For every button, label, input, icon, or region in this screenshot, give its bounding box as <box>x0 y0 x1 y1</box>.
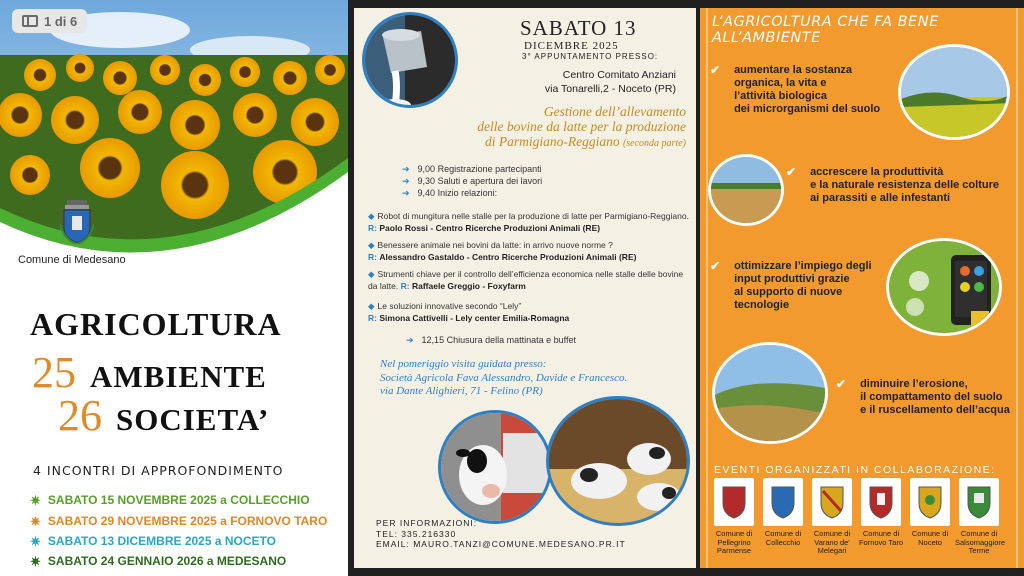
benefit-line: aumentare la sostanza <box>734 64 853 76</box>
event-text: SABATO 29 NOVEMBRE 2025 a FORNOVO TARO <box>47 514 328 528</box>
star-bullet-icon: ✷ <box>30 534 41 549</box>
benefit-line: ai parassiti e alle infestanti <box>810 192 951 204</box>
closing-text: 12,15 Chiusura della mattinata e buffet <box>421 335 576 345</box>
benefits-panel <box>700 8 1024 568</box>
talk-topic: Le soluzioni innovative secondo “Lely” <box>377 301 522 311</box>
benefit-line: diminuire l’erosione, <box>860 378 968 390</box>
diamond-bullet-icon: ◆ <box>368 301 375 311</box>
venue-block <box>504 68 676 96</box>
diamond-bullet-icon: ◆ <box>368 211 375 221</box>
topic-note: (seconda parte) <box>622 138 686 149</box>
countryside-image <box>898 44 1010 140</box>
venue-name: Centro Comitato Anziani <box>562 69 676 81</box>
arrow-right-icon: ➔ <box>402 176 410 186</box>
topic-line: Gestione dell’allevamento <box>543 104 686 119</box>
crest-icon <box>819 485 845 519</box>
contact-phone: TEL: 335.216330 <box>376 528 457 539</box>
hills-landscape-image <box>712 342 828 444</box>
benefit-item <box>710 64 880 116</box>
schedule-item <box>402 188 497 199</box>
event-item <box>30 554 286 570</box>
benefit-line: l’attività biologica <box>734 90 827 102</box>
benefits-title: L’AGRICOLTURA CHE FA BENE ALL’AMBIENTE <box>712 14 939 46</box>
medesano-crest-icon <box>60 200 94 244</box>
partner-varano <box>808 478 856 556</box>
star-bullet-icon: ✷ <box>30 493 41 508</box>
check-icon: ✔ <box>710 63 721 77</box>
contact-info <box>376 518 626 550</box>
benefit-line: accrescere la produttività <box>810 166 944 178</box>
talk-item <box>368 269 690 292</box>
check-icon: ✔ <box>786 165 797 179</box>
partner-name: Comune di Salsomaggiore Terme <box>955 529 1006 555</box>
year-number: 25 <box>32 348 76 397</box>
contact-title: PER INFORMAZIONI: <box>376 518 478 528</box>
talk-item <box>368 211 690 234</box>
benefit-line: input produttivi grazie <box>734 273 850 285</box>
arrow-right-icon: ➔ <box>402 188 410 198</box>
check-icon: ✔ <box>836 377 847 391</box>
visit-line: via Dante Alighieri, 71 - Felino (PR) <box>380 385 543 397</box>
partners-title: EVENTI ORGANIZZATI IN COLLABORAZIONE: <box>714 464 996 476</box>
appointment-label: 3° APPUNTAMENTO PRESSO: <box>522 52 659 61</box>
talk-speaker: Raffaele Greggio - Foxyfarm <box>411 280 526 291</box>
check-icon: ✔ <box>710 259 721 273</box>
schedule-item <box>402 176 542 187</box>
municipality-label: Comune di Medesano <box>18 254 126 266</box>
smart-farming-tablet-image <box>886 238 1002 336</box>
talk-item <box>368 301 690 324</box>
schedule-item <box>402 164 542 175</box>
partner-noceto <box>906 478 954 547</box>
contact-email: EMAIL: MAURO.TANZI@COMUNE.MEDESANO.PR.IT <box>376 539 626 549</box>
talk-topic: Strumenti chiave per il controllo dell’efficienza economica nelle stalle delle bovine da latte. <box>368 269 684 291</box>
crest-icon <box>868 485 894 519</box>
page-indicator-text: 1 di 6 <box>44 13 78 29</box>
cover-row-societa <box>58 390 269 441</box>
talk-speaker: Paolo Rossi - Centro Ricerche Produzioni Animali (RE) <box>379 222 601 233</box>
schedule-text: 9,00 Registrazione partecipanti <box>417 164 542 174</box>
milk-pouring-image <box>362 12 458 108</box>
visit-line: Società Agricola Fava Alessandro, Davide e Francesco. <box>380 371 628 384</box>
year-number: 26 <box>58 391 102 440</box>
cover-panel <box>0 0 348 576</box>
benefit-line: e la naturale resistenza delle colture <box>810 179 999 191</box>
page-indicator[interactable] <box>12 9 87 33</box>
talk-topic: Benessere animale nei bovini da latte: in arrivo nuove norme ? <box>377 240 613 250</box>
partner-name: Comune di Noceto <box>911 529 949 547</box>
venue-address: via Tonarelli,2 - Noceto (PR) <box>544 83 676 95</box>
benefit-item <box>836 378 1010 417</box>
star-bullet-icon: ✷ <box>30 554 41 569</box>
diamond-bullet-icon: ◆ <box>368 269 375 279</box>
sidebar-toggle-icon <box>22 15 38 27</box>
event-day: SABATO 13 <box>520 16 637 40</box>
diamond-bullet-icon: ◆ <box>368 240 375 250</box>
benefit-line: dei microrganismi del suolo <box>734 103 881 115</box>
calf-image <box>438 410 552 524</box>
topic-line: di Parmigiano-Reggiano <box>484 134 620 149</box>
partner-salsomaggiore <box>955 478 1006 556</box>
schedule-text: 9,40 Inizio relazioni: <box>417 188 498 198</box>
meetings-subtitle: 4 INCONTRI DI APPROFONDIMENTO <box>33 463 284 478</box>
event-item <box>30 534 276 550</box>
benefit-line: il compattamento del suolo <box>860 391 1003 403</box>
partner-name: Comune di Pellegrino Parmense <box>715 529 753 555</box>
cover-title: AGRICOLTURA <box>30 306 282 342</box>
benefit-line: al supporto di nuove <box>734 286 843 298</box>
wheat-field-image <box>708 154 784 226</box>
event-month-year: DICEMBRE 2025 <box>524 40 619 52</box>
partner-fornovo <box>857 478 905 547</box>
star-bullet-icon: ✷ <box>30 514 41 529</box>
crest-icon <box>770 485 796 519</box>
speaker-marker: R: <box>368 222 377 233</box>
schedule-text: 9,30 Saluti e apertura dei lavori <box>417 176 543 186</box>
sunflower-field-image <box>0 0 348 270</box>
arrow-right-icon: ➔ <box>406 335 414 345</box>
benefit-line: ottimizzare l’impiego degli <box>734 260 872 272</box>
talk-item <box>368 240 690 263</box>
event-text: SABATO 15 NOVEMBRE 2025 a COLLECCHIO <box>47 493 310 507</box>
program-panel <box>354 8 696 568</box>
crest-icon <box>721 485 747 519</box>
partner-name: Comune di Fornovo Taro <box>858 529 904 547</box>
benefit-item <box>786 166 999 205</box>
partner-pellegrino <box>710 478 758 556</box>
cover-word: SOCIETA’ <box>116 402 270 437</box>
topic-heading <box>424 104 686 151</box>
event-text: SABATO 24 GENNAIO 2026 a MEDESANO <box>47 554 287 568</box>
closing-item <box>406 335 576 346</box>
arrow-right-icon: ➔ <box>402 164 410 174</box>
talk-topic: Robot di mungitura nelle stalle per la produzione di latte per Parmigiano-Reggiano. <box>377 211 689 221</box>
talk-speaker: Alessandro Gastaldo - Centro Ricerche Produzioni Animali (RE) <box>379 251 637 262</box>
speaker-marker: R: <box>368 312 377 323</box>
cover-word: AMBIENTE <box>90 359 267 394</box>
speaker-marker: R: <box>368 251 377 262</box>
event-text: SABATO 13 DICEMBRE 2025 a NOCETO <box>47 534 276 548</box>
benefit-item <box>710 260 872 312</box>
benefit-line: tecnologie <box>734 299 790 311</box>
topic-line: delle bovine da latte per la produzione <box>477 119 686 134</box>
partner-name: Comune di Collecchio <box>764 529 802 547</box>
calves-on-straw-image <box>546 396 690 526</box>
visit-line: Nel pomeriggio visita guidata presso: <box>380 358 547 370</box>
talk-speaker: Simona Cattivelli - Lely center Emilia-Romagna <box>379 312 570 323</box>
event-item <box>30 493 310 509</box>
afternoon-visit <box>380 358 627 399</box>
crest-icon <box>966 485 992 519</box>
partner-collecchio <box>759 478 807 547</box>
benefit-line: e il ruscellamento dell’acqua <box>860 404 1010 416</box>
speaker-marker: R: <box>400 280 410 291</box>
event-item <box>30 514 327 530</box>
benefit-line: organica, la vita e <box>734 77 827 89</box>
partner-name: Comune di Varano de' Melegari <box>813 529 851 555</box>
crest-icon <box>917 485 943 519</box>
